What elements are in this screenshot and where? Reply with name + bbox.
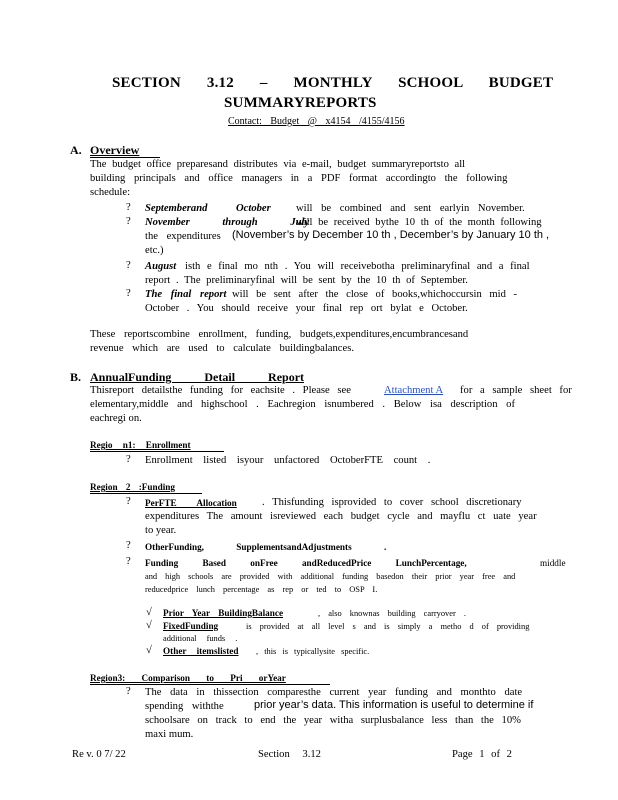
section-a-letter: A.: [70, 143, 82, 157]
funding-intro-3: eachregi on.: [90, 413, 142, 424]
per-fte-text-3: to year.: [145, 525, 177, 536]
bullet-marker: ?: [126, 216, 131, 227]
prior-year-balance: Prior Year BuildingBalance: [163, 608, 284, 618]
bullet-marker: ?: [126, 556, 131, 567]
schedule-item-1-text: will be combined and sent earlyin November.: [296, 203, 525, 214]
attachment-a-link[interactable]: Attachment A: [384, 385, 444, 396]
section-b-heading: AnnualFunding Detail Report: [90, 370, 305, 384]
region-1-underline: [90, 451, 224, 452]
frl-funding-tail: middle: [540, 558, 566, 568]
other-items-text: , this is typicallysite specific.: [256, 647, 370, 656]
prior-year-balance-text: , also knownas building carryover .: [318, 609, 466, 618]
region-3-underline: [90, 684, 330, 685]
fixed-funding: FixedFunding: [163, 621, 219, 631]
page-title-line-1: SECTION 3.12 – MONTHLY SCHOOL BUDGET: [112, 75, 554, 91]
overview-line-2: building principals and office managers in a PDF format accordingto the following: [90, 173, 508, 184]
other-funding: OtherFunding, SupplementsandAdjustments .: [145, 542, 387, 552]
footer-page: Page 1 of 2: [452, 749, 512, 760]
funding-intro-1-tail: for a sample sheet for: [460, 385, 572, 396]
bullet-marker: ?: [126, 288, 131, 299]
contact-line: Contact: Budget @ x4154 /4155/4156: [228, 116, 405, 127]
schedule-item-3-text-2: report . The preliminaryfinal will be sent by the 10 th of September.: [145, 275, 468, 286]
check-marker: √: [146, 645, 152, 656]
bullet-marker: ?: [126, 540, 131, 551]
region-3-text-3: schoolsare on track to end the year witha surplusbalance less than the 10%: [145, 715, 521, 726]
check-marker: √: [146, 620, 152, 631]
schedule-item-2-lead: November through July: [145, 217, 310, 228]
overview-line-3: schedule:: [90, 187, 131, 198]
footer-revision: Re v. 0 7/ 22: [72, 749, 126, 760]
region-3-text-2a: spending withthe: [145, 701, 224, 712]
schedule-item-4-text-1: will be sent after the close of books,whichoccursin mid -: [232, 289, 518, 300]
region-3-text-1: The data in thissection comparesthe current year funding and monthto date: [145, 687, 523, 698]
overview-line-1: The budget office preparesand distributes via e-mail, budget summaryreportsto all: [90, 159, 466, 170]
schedule-item-4-text-2: October . You should receive your final rep ort bylat e October.: [145, 303, 468, 314]
fixed-funding-text-2: additional funds .: [163, 634, 238, 643]
schedule-item-2-text-3: etc.): [145, 245, 164, 256]
frl-funding-text-2: reducedprice lunch percentage as rep or ted to OSP I.: [145, 585, 378, 594]
section-a-heading: Overview: [90, 143, 140, 157]
schedule-item-4-lead: The final report: [145, 289, 227, 300]
schedule-item-2-note: (November’s by December 10 th , December’s by January 10 th ,: [232, 229, 550, 241]
region-2-underline: [90, 493, 202, 494]
overview-closing-2: revenue which are used to calculate buildingbalances.: [90, 343, 354, 354]
region-1-item: Enrollment listed isyour unfactored OctoberFTE count .: [145, 455, 431, 466]
per-fte-text-1: . Thisfunding isprovided to cover school discretionary: [262, 497, 522, 508]
funding-intro-2: elementary,middle and highschool . Eachregion isnumbered . Below isa description of: [90, 399, 515, 410]
region-2-heading: Region 2 :Funding: [90, 482, 176, 492]
fixed-funding-text: is provided at all level s and is simply a metho d of providing: [246, 622, 530, 631]
bullet-marker: ?: [126, 496, 131, 507]
schedule-item-3-text-1: isth e final mo nth . You will receivebotha preliminaryfinal and a final: [185, 261, 530, 272]
bullet-marker: ?: [126, 686, 131, 697]
region-3-text-4: maxi mum.: [145, 729, 194, 740]
region-1-heading: Regio n1: Enrollment: [90, 440, 191, 450]
region-3-note: prior year’s data. This information is useful to determine if: [254, 699, 534, 711]
frl-funding-lead: Funding Based onFree andReducedPrice LunchPercentage,: [145, 558, 467, 568]
schedule-item-2-text-1: will be received bythe 10 th of the month following: [296, 217, 542, 228]
page-title-line-2: SUMMARYREPORTS: [224, 95, 377, 111]
per-fte-allocation: PerFTE Allocation: [145, 498, 237, 508]
funding-intro-1: Thisreport detailsthe funding for eachsite . Please see: [90, 385, 351, 396]
bullet-marker: ?: [126, 260, 131, 271]
per-fte-text-2: expenditures The amount isreviewed each budget cycle and mayflu ct uate year: [145, 511, 537, 522]
schedule-item-3-lead: August: [145, 261, 177, 272]
bullet-marker: ?: [126, 202, 131, 213]
other-items-listed: Other itemslisted: [163, 646, 239, 656]
check-marker: √: [146, 607, 152, 618]
region-3-heading: Region3: Comparison to Pri orYear: [90, 673, 286, 683]
footer-section: Section 3.12: [258, 749, 321, 760]
overview-closing-1: These reportscombine enrollment, funding, budgets,expenditures,encumbrancesand: [90, 329, 469, 340]
section-b-letter: B.: [70, 370, 82, 384]
schedule-item-2-text-2: the expenditures: [145, 231, 221, 242]
schedule-item-1-lead: Septemberand October: [145, 203, 271, 214]
bullet-marker: ?: [126, 454, 131, 465]
frl-funding-text-1: and high schools are provided with additional funding basedon their prior year free and: [145, 572, 516, 581]
